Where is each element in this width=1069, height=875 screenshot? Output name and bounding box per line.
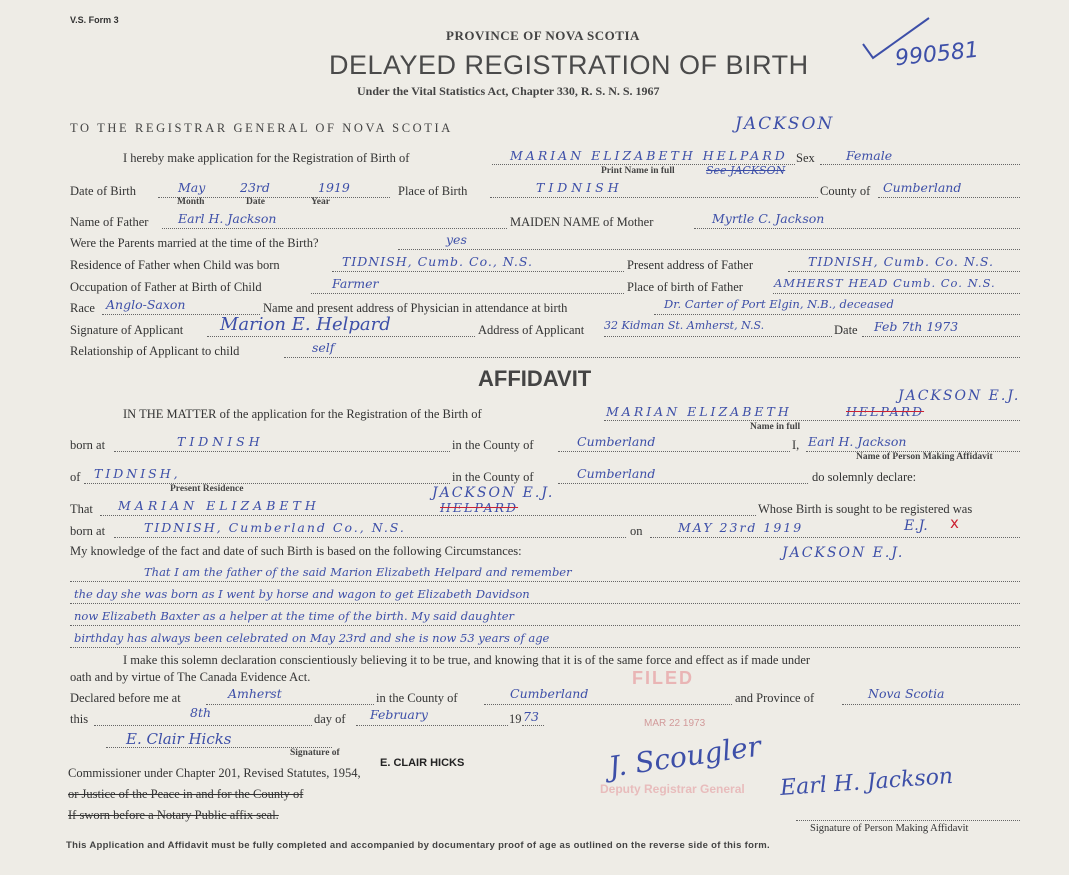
affiant-signature-line <box>796 820 1020 821</box>
this-day-line <box>94 725 312 726</box>
born-at-field-line <box>114 451 450 452</box>
matter-name: MARIAN ELIZABETH <box>606 404 792 419</box>
circ-line-3 <box>70 625 1020 626</box>
declared-place-line <box>206 704 374 705</box>
on-value: MAY 23rd 1919 <box>678 520 804 535</box>
print-name-label: Print Name in full <box>601 166 675 176</box>
this-label: this <box>70 712 89 726</box>
circumstances-text-1: That I am the father of the said Marion Elizabeth Helpard and remember <box>144 565 572 579</box>
mother-value: Myrtle C. Jackson <box>712 211 825 226</box>
province-line <box>842 704 1020 705</box>
declared-county-line <box>484 704 732 705</box>
year-value: 73 <box>523 709 539 724</box>
occupation-label: Occupation of Father at Birth of Child <box>70 280 262 294</box>
present-residence-label: Present Residence <box>170 484 244 494</box>
deputy-registrar-stamp: Deputy Registrar General <box>600 782 745 796</box>
matter-label: IN THE MATTER of the application for the Registration of the Birth of <box>123 407 482 421</box>
declared-place-value: Amherst <box>228 686 282 701</box>
born-at-label-2: born at <box>70 524 106 538</box>
document-title: DELAYED REGISTRATION OF BIRTH <box>329 50 809 80</box>
dob-year: 1919 <box>318 180 350 195</box>
married-value: yes <box>446 232 467 247</box>
registration-number: 990581 <box>893 37 981 72</box>
circumstances-text-2: the day she was born as I went by horse and wagon to get Elizabeth Davidson <box>74 587 530 601</box>
occupation-field-line <box>311 293 624 294</box>
born-at-2-field-line <box>114 537 626 538</box>
application-date-label: Date <box>834 323 858 337</box>
year-label: Year <box>311 197 330 207</box>
relationship-value: self <box>312 340 335 355</box>
county-2-value: Cumberland <box>577 466 656 481</box>
sex-value: Female <box>846 148 893 163</box>
father-pob-field-line <box>773 293 1020 294</box>
affiant-signature: Earl H. Jackson <box>779 763 954 802</box>
commissioner-typed-name: E. CLAIR HICKS <box>380 757 465 769</box>
relationship-field-line <box>284 357 1020 358</box>
residence-field-line <box>332 271 624 272</box>
county-field-line <box>878 197 1020 198</box>
county-label: County of <box>820 184 871 198</box>
addressee-line: TO THE REGISTRAR GENERAL OF NOVA SCOTIA <box>70 121 453 135</box>
applicant-signature-label: Signature of Applicant <box>70 323 184 337</box>
that-name: MARIAN ELIZABETH <box>118 498 320 513</box>
father-value: Earl H. Jackson <box>178 211 277 226</box>
notary-label: If sworn before a Notary Public affix seal. <box>68 808 279 822</box>
matter-struck-name: HELPARD <box>846 404 925 419</box>
this-day-value: 8th <box>190 705 212 720</box>
physician-value: Dr. Carter of Port Elgin, N.B., deceased <box>664 297 894 311</box>
in-county-label-2: in the County of <box>452 470 534 484</box>
circ-line-1 <box>70 581 1020 582</box>
affiant-signature-label: Signature of Person Making Affidavit <box>810 823 969 834</box>
solemn-declaration-line-2: oath and by virtue of The Canada Evidence Act. <box>70 670 311 684</box>
apply-label: I hereby make application for the Registration of Birth of <box>123 151 410 165</box>
date-label: Date <box>246 197 265 207</box>
dob-month: May <box>178 180 206 195</box>
of-field-line <box>84 483 450 484</box>
justice-label: or Justice of the Peace in and for the County of <box>68 787 304 801</box>
name-in-full-label: Name in full <box>750 422 801 432</box>
year-line <box>522 725 544 726</box>
matter-correction: JACKSON E.J. <box>898 388 1021 404</box>
declared-county-value: Cumberland <box>510 686 589 701</box>
occupation-value: Farmer <box>332 276 379 291</box>
on-label: on <box>630 524 643 538</box>
father-label: Name of Father <box>70 215 149 229</box>
that-label: That <box>70 502 93 516</box>
physician-field-line <box>654 314 1020 315</box>
dob-date: 23rd <box>240 180 270 195</box>
present-address-field-line <box>788 271 1020 272</box>
affiant-value: Earl H. Jackson <box>808 434 907 449</box>
of-value: TIDNISH, <box>94 466 181 481</box>
deputy-registrar-signature: J. Scougler <box>606 729 764 784</box>
applicant-signature-line <box>207 336 475 337</box>
father-pob-value: AMHERST HEAD Cumb. Co. N.S. <box>774 276 996 290</box>
county-1-field-line <box>558 451 790 452</box>
county-1-value: Cumberland <box>577 434 656 449</box>
race-label: Race <box>70 301 95 315</box>
born-at-2-value: TIDNISH, Cumberland Co., N.S. <box>144 520 406 535</box>
that-field-line <box>100 515 756 516</box>
declare-label: do solemnly declare: <box>812 470 917 484</box>
province-value: Nova Scotia <box>868 686 945 701</box>
county-2-field-line <box>558 483 808 484</box>
application-date-value: Feb 7th 1973 <box>874 319 959 334</box>
father-field-line <box>162 228 507 229</box>
knowledge-label: My knowledge of the fact and date of such Birth is based on the following Circumstances: <box>70 544 522 558</box>
month-label: Month <box>177 197 205 207</box>
of-label: of <box>70 470 81 484</box>
present-address-value: TIDNISH, Cumb. Co. N.S. <box>808 254 995 269</box>
name-note: See JACKSON <box>706 164 786 177</box>
province-heading: PROVINCE OF NOVA SCOTIA <box>446 28 640 43</box>
circ-line-2 <box>70 603 1020 604</box>
married-label: Were the Parents married at the time of the Birth? <box>70 236 319 250</box>
application-date-line <box>862 336 1020 337</box>
stamp-date: MAR 22 1973 <box>644 718 706 729</box>
pob-value: TIDNISH <box>536 180 623 195</box>
child-name-value <box>510 148 788 163</box>
form-number: V.S. Form 3 <box>70 15 119 25</box>
sex-label: Sex <box>796 151 815 165</box>
applicant-signature: Marion E. Helpard <box>220 314 391 335</box>
present-address-label: Present address of Father <box>627 258 754 272</box>
day-of-label: day of <box>314 712 346 726</box>
applicant-address-label: Address of Applicant <box>478 323 585 337</box>
affidavit-heading: AFFIDAVIT <box>478 366 592 391</box>
solemn-declaration-line-1: I make this solemn declaration conscientiously believing it to be true, and knowing that it is of the same force and effect as if made under <box>123 653 811 667</box>
commissioner-label: Commissioner under Chapter 201, Revised Statutes, 1954, <box>68 766 361 780</box>
child-name-text: MARIAN ELIZABETH HELPARD <box>510 148 788 163</box>
province-label: and Province of <box>735 691 815 705</box>
sex-field-line <box>820 164 1020 165</box>
matter-field-line <box>604 420 1020 421</box>
month-line <box>356 725 508 726</box>
declared-county-label: in the County of <box>376 691 458 705</box>
residence-value: TIDNISH, Cumb. Co., N.S. <box>342 254 533 269</box>
that-struck-name: HELPARD <box>440 500 519 515</box>
on-field-line <box>650 537 1020 538</box>
filed-stamp: FILED <box>632 668 694 688</box>
year-prefix: 19 <box>509 712 522 726</box>
dob-label: Date of Birth <box>70 184 136 198</box>
applicant-address-line <box>604 336 832 337</box>
circ-line-4 <box>70 647 1020 648</box>
whose-birth-label: Whose Birth is sought to be registered was <box>758 502 973 516</box>
married-field-line <box>398 249 1020 250</box>
county-value: Cumberland <box>883 180 962 195</box>
month-value: February <box>370 707 428 722</box>
in-county-label-1: in the County of <box>452 438 534 452</box>
father-pob-label: Place of birth of Father <box>627 280 743 294</box>
circumstances-correction: JACKSON E.J. <box>782 545 905 561</box>
pob-label: Place of Birth <box>398 184 468 198</box>
surname-correction: JACKSON <box>735 114 835 134</box>
circumstances-text-4: birthday has always been celebrated on May 23rd and she is now 53 years of age <box>74 631 550 645</box>
born-at-value: TIDNISH <box>177 434 264 449</box>
declared-before-label: Declared before me at <box>70 691 181 705</box>
relationship-label: Relationship of Applicant to child <box>70 344 240 358</box>
mother-field-line <box>694 228 1020 229</box>
pob-field-line <box>490 197 818 198</box>
mother-label: MAIDEN NAME of Mother <box>510 215 654 229</box>
on-mark: x <box>950 514 959 532</box>
circumstances-text-3: now Elizabeth Baxter as a helper at the time of the birth. My said daughter <box>74 609 515 623</box>
race-value: Anglo-Saxon <box>106 297 186 312</box>
footer-note: This Application and Affidavit must be fully completed and accompanied by documentary proof of age as outlined on the reverse side of this form. <box>66 840 770 851</box>
i-label: I, <box>792 438 800 452</box>
document-subtitle: Under the Vital Statistics Act, Chapter 330, R. S. N. S. 1967 <box>357 84 660 98</box>
physician-label: Name and present address of Physician in attendance at birth <box>263 301 568 315</box>
on-initials: E.J. <box>904 518 928 534</box>
applicant-address-value: 32 Kidman St. Amherst, N.S. <box>604 319 765 332</box>
signature-of-label: Signature of <box>290 748 340 758</box>
that-correction: JACKSON E.J. <box>432 485 555 501</box>
residence-label: Residence of Father when Child was born <box>70 258 280 272</box>
born-at-label: born at <box>70 438 106 452</box>
affiant-label: Name of Person Making Affidavit <box>856 452 993 462</box>
commissioner-signature: E. Clair Hicks <box>126 730 232 748</box>
